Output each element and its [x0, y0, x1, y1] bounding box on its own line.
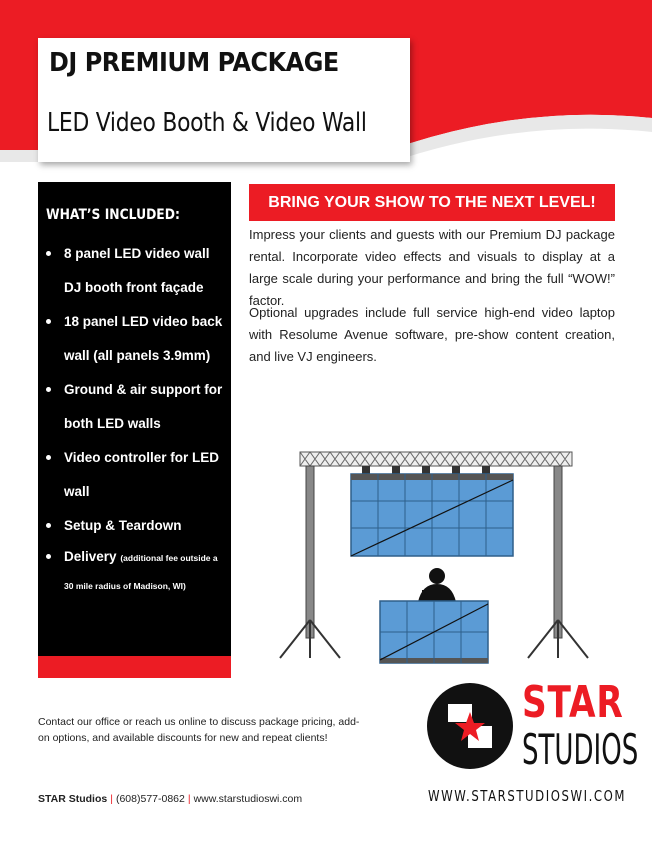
led-back-wall	[351, 474, 513, 556]
list-item-note: (additional fee outside a 30 mile radius of Madison, WI)	[64, 553, 218, 591]
title-card	[38, 38, 410, 162]
sidebar-footer-bar	[38, 656, 231, 678]
separator: |	[110, 793, 113, 805]
list-item-label: Delivery	[64, 549, 117, 564]
list-item	[38, 441, 231, 509]
wall-hangers	[362, 466, 490, 474]
list-item	[38, 305, 231, 373]
logo-url[interactable]: WWW.STARSTUDIOSWI.COM	[428, 787, 627, 805]
bullet-icon	[46, 523, 51, 528]
truss-beam	[300, 452, 572, 466]
bullet-icon	[46, 387, 51, 392]
list-item-label: Setup & Teardown	[64, 518, 182, 533]
logo-word-star: STAR	[522, 677, 624, 728]
website-link[interactable]: www.starstudioswi.com	[193, 793, 303, 805]
company-name: STAR Studios	[38, 793, 108, 805]
bullet-icon	[46, 319, 51, 324]
list-item	[38, 509, 231, 543]
separator: |	[187, 793, 191, 805]
list-item-label: 18 panel LED video back wall (all panels 3.9mm)	[64, 314, 223, 363]
phone-number[interactable]: (608)577-0862	[115, 793, 185, 805]
list-item	[38, 373, 231, 441]
intro-paragraph: Impress your clients and guests with our Premium DJ package rental. Incorporate video effects and visuals to display at a large scale during your performance and bring the full “WOW!” factor.	[249, 227, 615, 308]
list-item	[38, 237, 231, 305]
led-dj-booth	[380, 601, 488, 663]
star-logo-icon	[426, 682, 514, 770]
contact-message: Contact our office or reach us online to discuss package pricing, add-on options, and available discounts for new and repeat clients!	[38, 716, 360, 744]
included-sidebar	[38, 182, 231, 656]
list-item-label: Ground & air support for both LED walls	[64, 382, 223, 431]
upgrades-paragraph: Optional upgrades include full service high-end video laptop with Resolume Avenue software, pre-show content creation, and live VJ engineers.	[249, 305, 615, 364]
page-title: DJ PREMIUM PACKAGE	[49, 48, 339, 78]
list-item-label: Video controller for LED wall	[64, 450, 220, 499]
bullet-icon	[46, 554, 51, 559]
list-item-label: 8 panel LED video wall DJ booth front façade	[64, 246, 210, 295]
contact-footer	[38, 793, 302, 805]
dj-silhouette	[418, 568, 456, 602]
list-item	[38, 543, 231, 599]
page-subtitle: LED Video Booth & Video Wall	[47, 108, 367, 138]
included-list	[38, 237, 231, 599]
bullet-icon	[46, 455, 51, 460]
bullet-icon	[46, 251, 51, 256]
tagline-banner: BRING YOUR SHOW TO THE NEXT LEVEL!	[249, 184, 615, 221]
led-rig-illustration	[270, 440, 600, 680]
logo-word-studios: STUDIOS	[522, 725, 639, 774]
included-heading: WHAT’S INCLUDED:	[46, 207, 180, 223]
